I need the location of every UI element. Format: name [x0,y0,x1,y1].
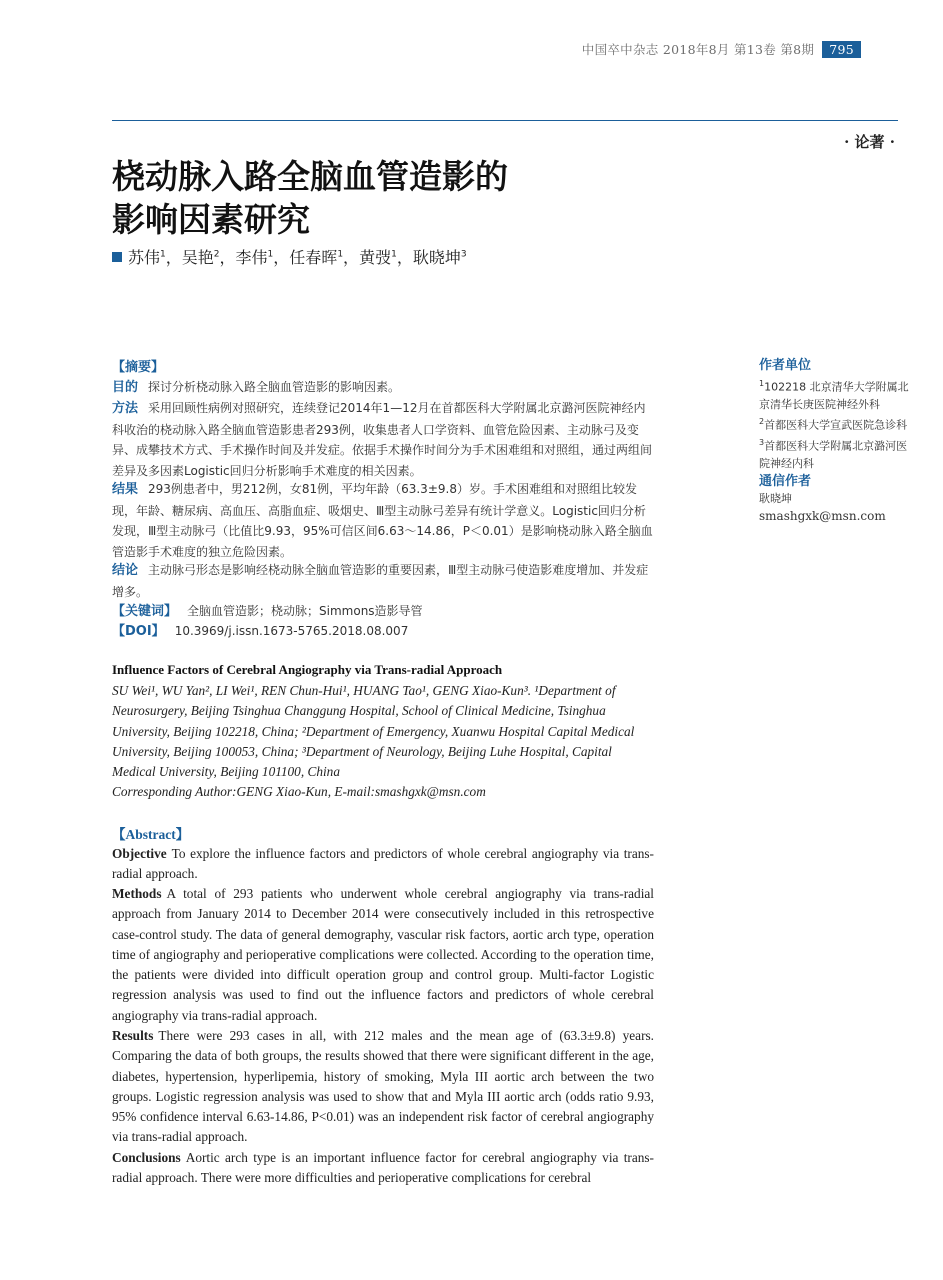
author-affiliation: 1 [160,249,166,260]
corresponding-email[interactable]: smashgxk@msn.com [759,508,886,523]
author-affiliations-sidebar [759,357,909,525]
affiliation-heading: 作者单位 [759,358,812,373]
author-affiliation: 1 [337,249,344,260]
cn-objective [112,377,654,399]
cn-abstract-heading: 【摘要】 [112,360,165,375]
cn-conclusion [112,560,654,602]
en-methods-label: Methods [112,886,162,901]
cn-conclusion-label: 结论 [112,563,139,578]
cn-results-text: 293例患者中，男212例，女81例，平均年龄（63.3±9.8）岁。手术困难组和对照组比较发现，年龄、糖尿病、高血压、高脂血症、吸烟史、Ⅲ型主动脉弓差异有统计学意义。Logistic回归分析发现，Ⅲ型主动脉弓（比值比9.93，95%可信区间6.63～14.86，P＜0.01）是影响桡动脉入路全脑血管造影手术难度的独立危险因素。 [112,482,653,559]
en-objective-text: To explore the influence factors and predictors of whole cerebral angiography via trans-radial approach. [112,846,654,882]
en-objective-label: Objective [112,846,167,861]
en-methods-text: A total of 293 patients who underwent whole cerebral angiography via trans-radial approach from January 2014 to December 2014 were consecutively included in this retrospective case-control study. The data of general demography, vascular risk factors, aortic arch type, operation time of angiography and perioperative complications were collected. According to the operation time, the patients were divided into difficult operation group and control group. Multi-factor Logistic regression analysis was used to find out the influence factors and predictors of whole cerebral angiography via trans-radial approach. [112,886,654,1023]
title-line-2: 影响因素研究 [112,200,310,239]
cn-keywords-label: 【关键词】 [112,604,178,619]
en-conclusions-text: Aortic arch type is an important influence factor for cerebral angiography via trans-radial approach. There were more difficulties and perioperative complications for cerebral [112,1150,654,1186]
en-conclusions [112,1148,654,1189]
author: 耿晓坤 [412,248,461,267]
en-results [112,1026,654,1148]
cn-conclusion-text: 主动脉弓形态是影响经桡动脉全脑血管造影的重要因素，Ⅲ型主动脉弓使造影难度增加、并发症增多。 [112,563,649,599]
en-abstract-heading: 【Abstract】 [112,827,190,842]
author-list: 苏伟$^1$，吴艳$^2$，李伟$^1$，任春晖$^1$，黄弢$^1$，耿晓坤$^3$ [112,245,467,268]
en-conclusions-label: Conclusions [112,1150,181,1165]
author: 黄弢 [359,248,392,267]
en-results-text: There were 293 cases in all, with 212 males and the mean age of (63.3±9.8) years. Comparing the data of both groups, the results showed that there were significant different in the age, diabetes, hypertension, hyperlipemia, history of smoking, Myla III aortic arch between the two groups. Logistic regression analysis was used to show that and Myla III aortic arch (odds ratio 9.93, 95% confidence interval 6.63-14.86, P<0.01) was an independent risk factor of cerebral angiography via trans-radial approach. [112,1028,654,1145]
cn-keywords-text: 全脑血管造影；桡动脉；Simmons造影导管 [187,604,423,618]
affiliation-item: $^2$首都医科大学宣武医院急诊科 [759,417,908,432]
title-line-1: 桡动脉入路全脑血管造影的 [112,157,508,196]
author-affiliation: 1 [267,249,274,260]
article-title [112,155,632,241]
header-rule [112,120,898,121]
author: 吴艳 [181,248,214,267]
cn-results [112,479,654,562]
cn-objective-label: 目的 [112,380,139,395]
en-corresponding: Corresponding Author:GENG Xiao-Kun, E-mail:smashgxk@msn.com [112,784,486,800]
cn-results-label: 结果 [112,482,139,497]
cn-methods-label: 方法 [112,401,139,416]
cn-doi-text: 10.3969/j.issn.1673-5765.2018.08.007 [174,624,409,638]
affiliation-item: $^1$102218 北京清华大学附属北京清华长庚医院神经外科 [759,378,909,411]
en-methods [112,884,654,1026]
cn-doi-label: 【DOI】 [112,624,165,639]
journal-header [582,40,861,58]
author: 李伟 [235,248,268,267]
cn-methods-text: 采用回顾性病例对照研究，连续登记2014年1—12月在首都医科大学附属北京潞河医院神经内科收治的桡动脉入路全脑血管造影患者293例，收集患者人口学资料、血管危险因素、主动脉弓及变异、成攀技术方式、手术操作时间及并发症。依据手术操作时间分为手术困难组和对照组，通过两组间差异及多因素Logistic回归分析影响手术难度的相关因素。 [112,401,653,478]
corresponding-heading: 通信作者 [759,473,812,489]
author-affiliation: 3 [460,249,467,260]
en-results-label: Results [112,1028,154,1043]
author: 任春晖 [289,248,338,267]
section-tag: · 论著 · [844,133,895,151]
corresponding-name: 耿晓坤 [759,492,792,506]
affiliation-item: $^3$首都医科大学附属北京潞河医院神经内科 [759,438,908,471]
en-objective [112,844,654,885]
en-article-title: Influence Factors of Cerebral Angiography via Trans-radial Approach [112,662,503,677]
journal-info: 中国卒中杂志 2018年8月 第13卷 第8期 [581,42,815,57]
author: 苏伟 [128,248,161,267]
cn-objective-text: 探讨分析桡动脉入路全脑血管造影的影响因素。 [148,380,401,394]
cn-methods [112,398,654,481]
square-bullet-icon [112,252,122,262]
page-number: 795 [822,41,861,58]
en-author-affiliations [112,681,652,803]
en-authors-text: SU Wei¹, WU Yan², LI Wei¹, REN Chun-Hui¹, HUANG Tao¹, GENG Xiao-Kun³. ¹Department of Neurosurgery, Beijing Tsinghua Changgung Hospital, School of Clinical Medicine, Tsinghua University, Beijing 102218, China; ²Department of Emergency, Xuanwu Hospital Capital Medical University, Beijing 100053, China; ³Department of Neurology, Beijing Luhe Hospital, Capital Medical University, Beijing 101100, China [112,683,635,780]
author-affiliation: 2 [213,249,220,260]
cn-doi [112,621,654,643]
cn-keywords [112,601,654,623]
author-affiliation: 1 [391,249,397,260]
